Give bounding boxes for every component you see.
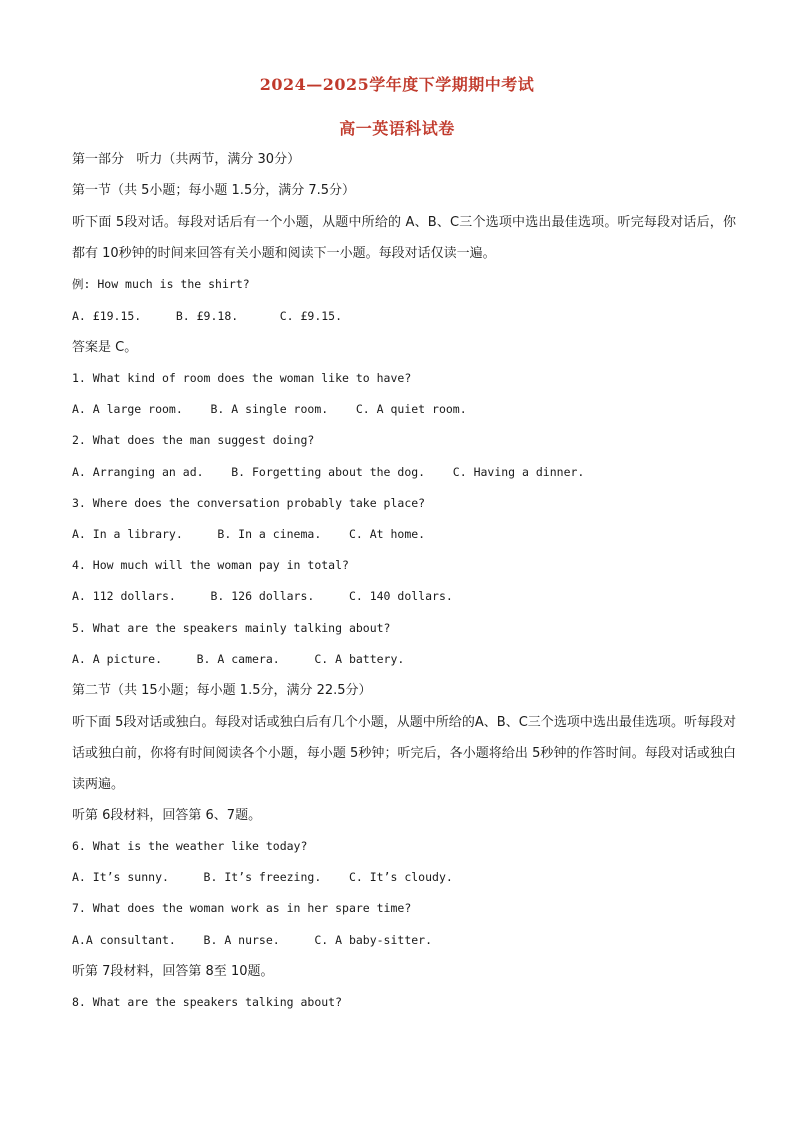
question-7: 7. What does the woman work as in her spare time? (72, 901, 412, 915)
example-answer: 答案是 C。 (72, 340, 138, 355)
example-question: 例: How much is the shirt? (72, 277, 250, 291)
exam-subtitle: 高一英语科试卷 (339, 119, 455, 138)
question-1-options: A. A large room. B. A single room. C. A quiet room. (72, 402, 467, 416)
question-1: 1. What kind of room does the woman like to have? (72, 371, 412, 385)
question-6: 6. What is the weather like today? (72, 839, 308, 853)
question-6-options: A. It’s sunny. B. It’s freezing. C. It’s cloudy. (72, 870, 453, 884)
section1-instructions: 听下面 5段对话。每段对话后有一个小题，从题中所给的 A、B、C三个选项中选出最佳选项。听完每段对话后，你都有 10秒钟的时间来回答有关小题和阅读下一小题。每段对话仅读一遍。 (72, 215, 736, 261)
question-4-options: A. 112 dollars. B. 126 dollars. C. 140 dollars. (72, 589, 453, 603)
material-6-instruction: 听第 6段材料，回答第 6、7题。 (72, 808, 262, 823)
question-3-options: A. In a library. B. In a cinema. C. At home. (72, 527, 426, 541)
section2-heading: 第二节（共 15小题；每小题 1.5分，满分 22.5分） (72, 683, 372, 698)
part1-heading: 第一部分 听力（共两节，满分 30分） (72, 152, 301, 167)
question-5-options: A. A picture. B. A camera. C. A battery. (72, 652, 405, 666)
question-2-options: A. Arranging an ad. B. Forgetting about the dog. C. Having a dinner. (72, 465, 585, 479)
section2-instructions: 听下面 5段对话或独白。每段对话或独白后有几个小题，从题中所给的A、B、C三个选项中选出最佳选项。听每段对话或独白前，你将有时间阅读各个小题，每小题 5秒钟；听完后，各小题将给出 5秒钟的作答时间。每段对话或独白读两遍。 (72, 715, 736, 792)
question-4: 4. How much will the woman pay in total? (72, 558, 349, 572)
section1-heading: 第一节（共 5小题；每小题 1.5分，满分 7.5分） (72, 183, 356, 198)
question-8: 8. What are the speakers talking about? (72, 995, 343, 1009)
example-options: A. £19.15. B. £9.18. C. £9.15. (72, 309, 343, 323)
question-7-options: A.A consultant. B. A nurse. C. A baby-sitter. (72, 933, 433, 947)
question-2: 2. What does the man suggest doing? (72, 433, 315, 447)
question-3: 3. Where does the conversation probably take place? (72, 496, 426, 510)
question-5: 5. What are the speakers mainly talking about? (72, 621, 391, 635)
exam-title: 2024—2025学年度下学期期中考试 (259, 75, 535, 94)
material-7-instruction: 听第 7段材料，回答第 8至 10题。 (72, 964, 274, 979)
